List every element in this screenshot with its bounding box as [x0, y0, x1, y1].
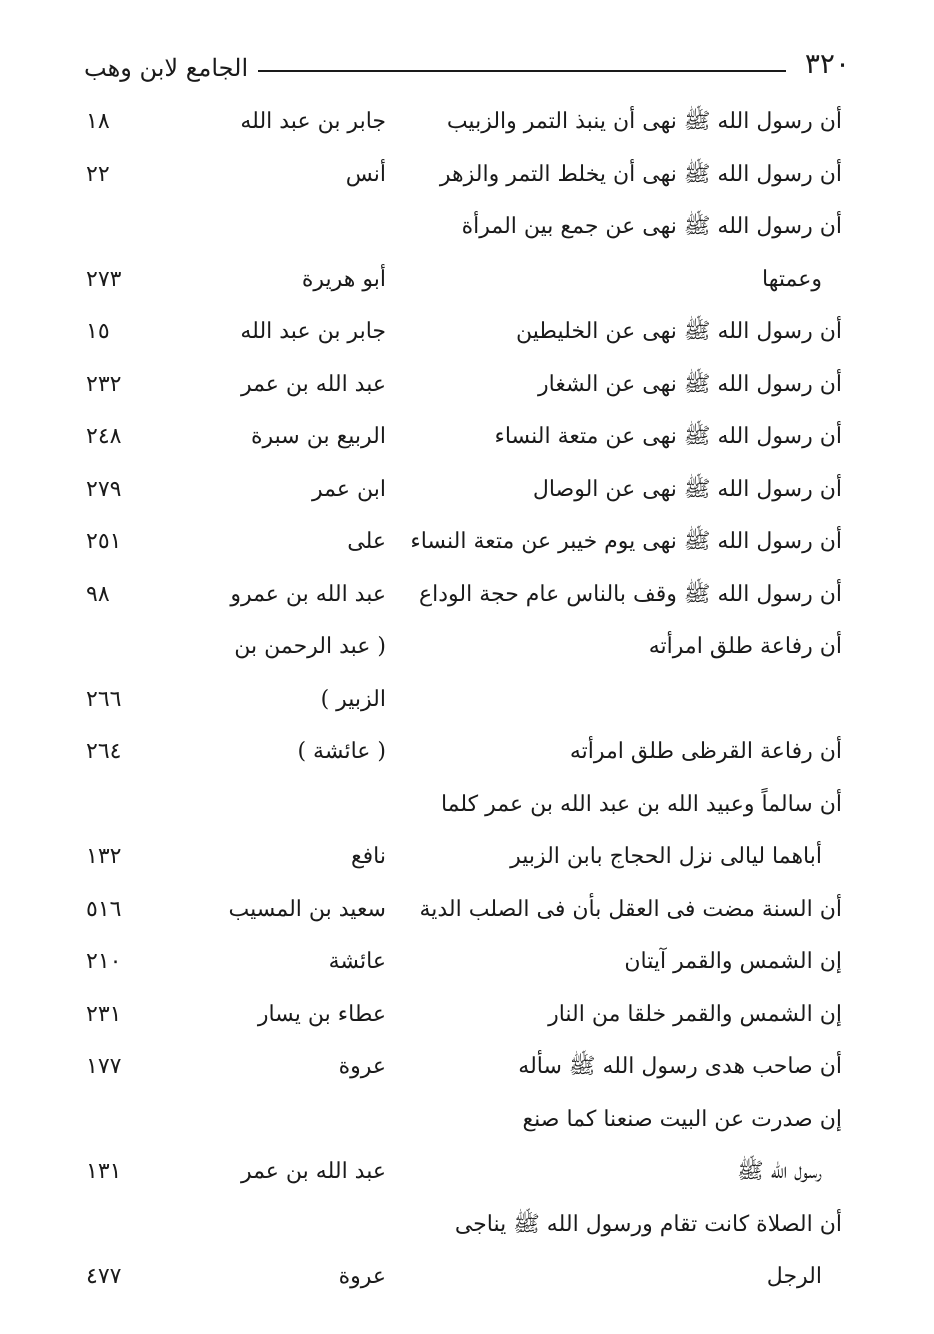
- narrator: جابر بن عبد الله: [240, 319, 386, 344]
- hadith-incipit: أن الصلاة كانت تقام ورسول الله ﷺ يناجى: [454, 1211, 842, 1237]
- hadith-incipit: إن الشمس والقمر آيتان: [624, 949, 842, 974]
- narrator: الزبير ): [320, 686, 386, 712]
- page-reference: ١٧٧: [86, 1054, 122, 1079]
- hadith-incipit: الرجل: [766, 1264, 822, 1289]
- narrator: جابر بن عبد الله: [240, 109, 386, 134]
- index-entry: [0, 308, 934, 361]
- hadith-incipit: أن رسول الله ﷺ وقف بالناس عام حجة الوداع: [419, 581, 842, 607]
- index-entry: [0, 466, 934, 519]
- narrator: عروة: [338, 1264, 386, 1289]
- page-reference: ٥١٦: [86, 896, 122, 922]
- index-entry: [0, 1043, 934, 1096]
- index-entry: [0, 571, 934, 624]
- page-reference: ٤٧٧: [86, 1264, 122, 1289]
- page-reference: ٢١٠: [86, 949, 122, 974]
- hadith-incipit: أن السنة مضت فى العقل بأن فى الصلب الدية: [419, 896, 842, 922]
- page-reference: ٢٤٨: [86, 424, 122, 449]
- hadith-incipit: إن الشمس والقمر خلقا من النار: [548, 1001, 842, 1027]
- index-entry: [0, 203, 934, 256]
- narrator: أنس: [345, 161, 386, 187]
- narrator: عبد الله بن عمر: [240, 1159, 386, 1184]
- page-reference: ٢٥١: [86, 529, 122, 554]
- narrator: نافع: [350, 844, 386, 869]
- page-reference: ٢٦٤: [86, 739, 122, 764]
- hadith-incipit: أن رسول الله ﷺ نهى أن ينبذ التمر والزبيب: [446, 109, 842, 134]
- narrator: عبد الله بن عمر: [240, 371, 386, 397]
- hadith-incipit: أن رفاعة طلق امرأته: [648, 634, 842, 659]
- narrator: ابن عمر: [312, 476, 386, 502]
- hadith-incipit: رسول الله ﷺ: [737, 1159, 822, 1184]
- page-reference: ٢٣١: [86, 1001, 122, 1027]
- hadith-incipit: أن رسول الله ﷺ نهى عن متعة النساء: [494, 424, 842, 449]
- hadith-incipit: أن رسول الله ﷺ نهى يوم خيبر عن متعة النساء: [410, 529, 842, 554]
- running-title: الجامع لابن وهب: [84, 54, 249, 82]
- page-reference: ٩٨: [86, 581, 110, 607]
- page-reference: ٢٢: [86, 161, 110, 187]
- index-entry: [0, 1148, 934, 1201]
- page-reference: ١٣٢: [86, 844, 122, 869]
- index-entry: [0, 256, 934, 309]
- index-entry: [0, 833, 934, 886]
- index-entry: [0, 151, 934, 204]
- narrator: ( عبد الرحمن بن: [234, 634, 386, 659]
- index-entry: [0, 1096, 934, 1149]
- index-entry: [0, 98, 934, 151]
- index-entry: [0, 781, 934, 834]
- page-reference: ١٨: [86, 109, 110, 134]
- hadith-incipit: أن رسول الله ﷺ نهى عن الشغار: [538, 371, 842, 397]
- index-entry: [0, 518, 934, 571]
- narrator: عائشة: [328, 949, 386, 974]
- page-reference: ٢٣٢: [86, 371, 122, 397]
- index-entry: [0, 623, 934, 676]
- narrator: الربيع بن سبرة: [250, 424, 386, 449]
- narrator: ( عائشة ): [297, 739, 386, 764]
- index-entry: [0, 1201, 934, 1254]
- index-entry: [0, 886, 934, 939]
- hadith-incipit: أن رسول الله ﷺ نهى عن الوصال: [532, 476, 842, 502]
- hadith-incipit: وعمتها: [762, 266, 822, 292]
- page-reference: ٢٦٦: [86, 686, 122, 712]
- header-rule: [258, 70, 786, 72]
- narrator: على: [347, 529, 386, 554]
- narrator: عبد الله بن عمرو: [230, 581, 386, 607]
- narrator: عطاء بن يسار: [257, 1001, 386, 1027]
- hadith-incipit: أن رفاعة القرظى طلق امرأته: [569, 739, 842, 764]
- hadith-index-list: [0, 98, 934, 1306]
- hadith-incipit: أن رسول الله ﷺ نهى عن جمع بين المرأة: [461, 214, 842, 239]
- hadith-incipit: أن رسول الله ﷺ نهى أن يخلط التمر والزهر: [439, 161, 842, 187]
- hadith-incipit: أباهما ليالى نزل الحجاج بابن الزبير: [510, 844, 822, 869]
- index-entry: [0, 991, 934, 1044]
- page-reference: ١٣١: [86, 1159, 122, 1184]
- hadith-incipit: أن سالماً وعبيد الله بن عبد الله بن عمر كلما: [440, 791, 842, 817]
- hadith-incipit: إن صدرت عن البيت صنعنا كما صنع: [522, 1106, 842, 1132]
- index-entry: [0, 938, 934, 991]
- page-reference: ٢٧٩: [86, 476, 122, 502]
- index-entry: [0, 728, 934, 781]
- index-entry: [0, 1253, 934, 1306]
- hadith-incipit: أن رسول الله ﷺ نهى عن الخليطين: [516, 319, 842, 344]
- hadith-incipit: أن صاحب هدى رسول الله ﷺ سأله: [518, 1054, 842, 1079]
- narrator: عروة: [338, 1054, 386, 1079]
- page-reference: ١٥: [86, 319, 110, 344]
- index-entry: [0, 413, 934, 466]
- index-entry: [0, 676, 934, 729]
- page-reference: ٢٧٣: [86, 266, 122, 292]
- narrator: سعيد بن المسيب: [228, 896, 386, 922]
- index-entry: [0, 361, 934, 414]
- page-number: ٣٢٠: [804, 47, 850, 80]
- narrator: أبو هريرة: [301, 266, 386, 292]
